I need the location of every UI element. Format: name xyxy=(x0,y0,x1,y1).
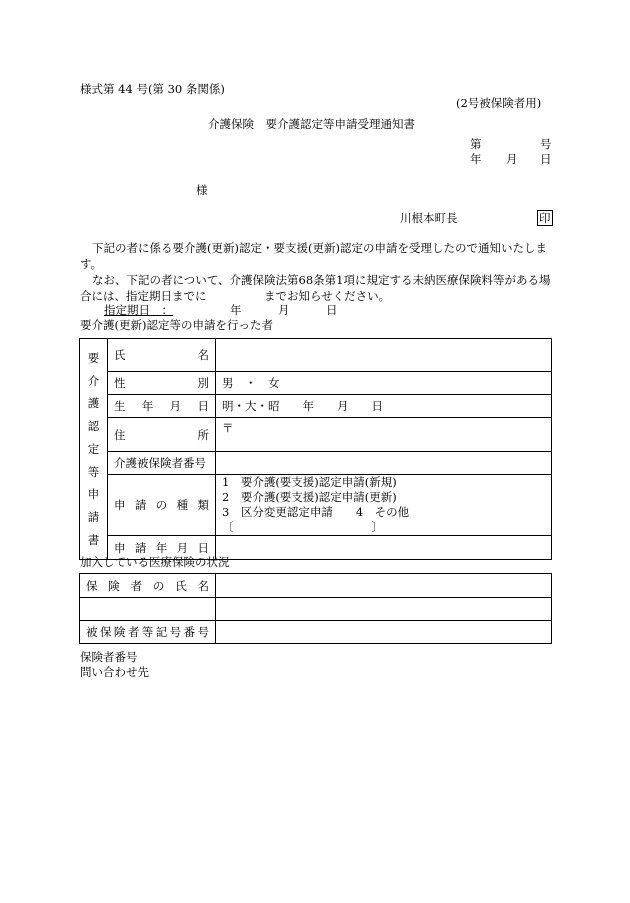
birthdate-label: 生 年 月 日 xyxy=(108,395,216,418)
deadline-year: 年 xyxy=(230,303,242,317)
deadline-month: 月 xyxy=(278,303,290,317)
insured-symbol-number-value[interactable] xyxy=(216,621,552,644)
application-type-option[interactable]: 2 要介護(要支援)認定申請(更新) xyxy=(222,490,397,504)
sex-value[interactable]: 男 ・ 女 xyxy=(216,372,552,395)
side-char: 要 xyxy=(87,350,100,365)
name-label: 氏 名 xyxy=(108,339,216,372)
deadline-label: 指定期日 ： xyxy=(104,303,173,317)
side-char: 介 xyxy=(87,373,100,388)
address-label: 住 所 xyxy=(108,418,216,452)
contact-info: 問い合わせ先 xyxy=(80,665,149,679)
sex-label: 性 別 xyxy=(108,372,216,395)
side-char: 定 xyxy=(87,441,100,456)
birthdate-value[interactable]: 明・大・昭 年 月 日 xyxy=(216,395,552,418)
insured-number-value[interactable] xyxy=(216,452,552,475)
blank-value[interactable] xyxy=(216,598,552,621)
blank-label xyxy=(80,598,216,621)
side-char: 護 xyxy=(87,396,100,411)
number-go: 号 xyxy=(540,137,552,151)
insurance-heading: 加入している医療保険の状況 xyxy=(80,555,230,569)
application-type-option[interactable]: 3 区分変更認定申請 4 その他〔 〕 xyxy=(222,505,410,534)
application-type-options xyxy=(216,475,552,536)
name-value[interactable] xyxy=(216,339,552,372)
seal-mark: 印 xyxy=(539,211,551,225)
side-char: 等 xyxy=(87,464,100,479)
application-date-value[interactable] xyxy=(216,536,552,560)
address-value[interactable]: 〒 xyxy=(216,418,552,452)
applicant-table xyxy=(79,338,552,560)
insurer-number: 保険者番号 xyxy=(80,650,138,664)
side-char: 申 xyxy=(87,487,100,502)
notice-paragraph-2: なお、下記の者について、介護保険法第68条第1項に規定する未納医療保険料等がある場合には、指定期日までに までお知らせください。 xyxy=(80,273,551,303)
application-type-label: 申 請 の 種 類 xyxy=(108,475,216,536)
addressee-sama: 様 xyxy=(196,183,208,197)
number-dai: 第 xyxy=(470,137,482,151)
insured-number-label: 介護被保険者番号 xyxy=(108,452,216,475)
date-year: 年 xyxy=(470,152,482,166)
insured-type: (2号被保険者用) xyxy=(456,96,542,110)
applicant-heading: 要介護(更新)認定等の申請を行った者 xyxy=(80,318,273,332)
deadline-line xyxy=(104,303,342,317)
application-date-label: 申 請 年 月 日 xyxy=(108,536,216,560)
insurer-name-value[interactable] xyxy=(216,574,552,598)
insurance-table xyxy=(79,573,552,644)
date-day: 日 xyxy=(540,152,552,166)
form-number: 様式第 44 号(第 30 条関係) xyxy=(80,82,225,96)
notice-paragraph-1: 下記の者に係る要介護(更新)認定・要支援(更新)認定の申請を受理したので通知いたします。 xyxy=(80,241,547,271)
document-title: 介護保険 要介護認定等申請受理通知書 xyxy=(208,117,415,131)
side-char: 書 xyxy=(87,533,100,547)
issuer-name: 川根本町長 xyxy=(400,211,458,225)
applicant-side-label xyxy=(80,339,108,560)
insured-symbol-number-label: 被 保 険 者 等 記 号 番 号 xyxy=(80,621,216,644)
date-month: 月 xyxy=(506,152,518,166)
deadline-day: 日 xyxy=(326,303,338,317)
side-char: 認 xyxy=(87,419,100,434)
insurer-name-label: 保 険 者 の 氏 名 xyxy=(80,574,216,598)
application-type-option[interactable]: 1 要介護(要支援)認定申請(新規) xyxy=(222,475,397,489)
side-char: 請 xyxy=(87,510,100,525)
